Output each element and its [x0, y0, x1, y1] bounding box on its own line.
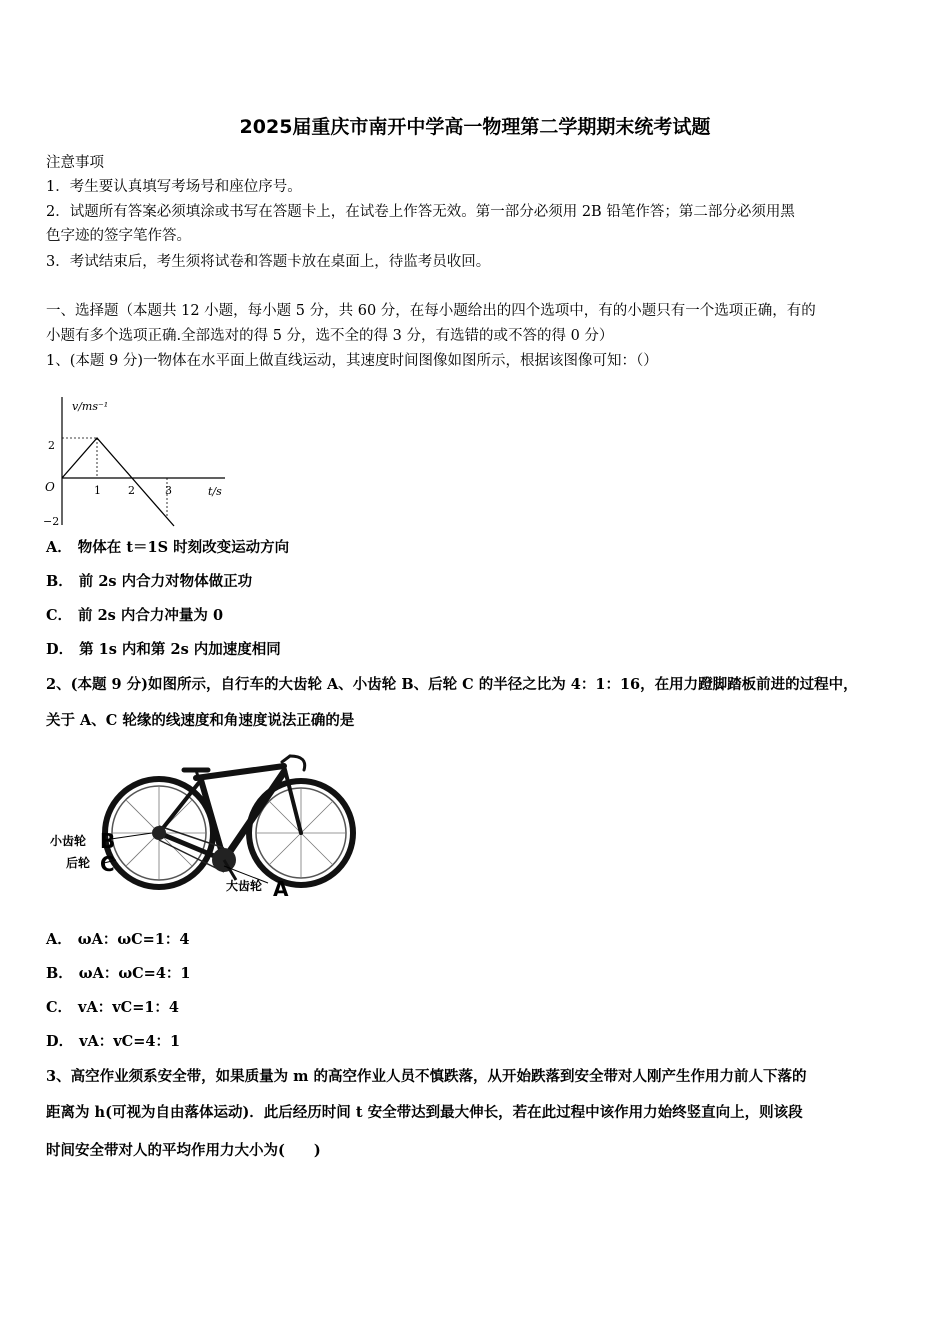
notice-item: 2．试题所有答案必须填涂或书写在答题卡上，在试卷上作答无效。第一部分必须用 2B 铅笔作答；第二部分必须用黑	[46, 204, 795, 220]
question-2-stem: 关于 A、C 轮缘的线速度和角速度说法正确的是	[46, 712, 355, 729]
section-instructions: 小题有多个选项正确.全部选对的得 5 分，选不全的得 3 分，有选错的或不答的得 0 分）	[46, 328, 614, 344]
x-axis-label: t/s	[208, 485, 222, 498]
section-instructions: 一、选择题（本题共 12 小题，每小题 5 分，共 60 分，在每小题给出的四个选项中，有的小题只有一个选项正确，有的	[46, 303, 816, 319]
origin-label: O	[45, 480, 55, 494]
question-2-stem: 2、(本题 9 分)如图所示，自行车的大齿轮 A、小齿轮 B、后轮 C 的半径之比为 4：1：16，在用力蹬脚踏板前进的过程中，	[46, 676, 858, 693]
label-big-gear: 大齿轮	[226, 879, 263, 893]
y-axis-label: v/ms⁻¹	[72, 400, 109, 413]
y-tick-label: 2	[48, 439, 55, 452]
notice-heading: 注意事项	[46, 155, 104, 171]
graph-axes	[62, 397, 225, 525]
q2-option-b[interactable]: B． ωA：ωC=4：1	[46, 965, 191, 982]
q1-option-c[interactable]: C． 前 2s 内合力冲量为 0	[46, 607, 224, 624]
bicycle-frame	[159, 756, 305, 860]
question-1-stem: 1、(本题 9 分)一物体在水平面上做直线运动，其速度时间图像如图所示，根据该图像可知：（）	[46, 353, 658, 369]
q1-option-a[interactable]: A． 物体在 t＝1S 时刻改变运动方向	[46, 539, 290, 556]
bicycle-figure	[46, 748, 366, 900]
x-tick-label: 1	[94, 484, 101, 497]
question-3-stem: 距离为 h(可视为自由落体运动)．此后经历时间 t 安全带达到最大伸长，若在此过程中该作用力始终竖直向上，则该段	[46, 1104, 803, 1121]
notice-item: 色字迹的签字笔作答。	[46, 228, 191, 244]
label-letter-b: B	[100, 829, 116, 853]
q1-option-b[interactable]: B． 前 2s 内合力对物体做正功	[46, 573, 253, 590]
notice-item: 1．考生要认真填写考场号和座位序号。	[46, 179, 302, 195]
page-title: 2025届重庆市南开中学高一物理第二学期期末统考试题	[239, 116, 711, 138]
q2-option-c[interactable]: C． vA：vC=1：4	[46, 999, 180, 1016]
velocity-series-line	[62, 438, 174, 526]
label-rear-wheel: 后轮	[66, 856, 91, 870]
velocity-time-graph	[40, 393, 240, 533]
question-3-stem: 3、高空作业须系安全带，如果质量为 m 的高空作业人员不慎跌落，从开始跌落到安全带对人刚产生作用力前人下落的	[46, 1068, 807, 1085]
question-3-stem: 时间安全带对人的平均作用力大小为( )	[46, 1142, 321, 1159]
x-tick-label: 2	[128, 484, 135, 497]
graph-marks	[62, 438, 174, 526]
notice-item: 3．考试结束后，考生须将试卷和答题卡放在桌面上，待监考员收回。	[46, 254, 491, 270]
q1-option-d[interactable]: D． 第 1s 内和第 2s 内加速度相同	[46, 641, 281, 658]
q2-option-a[interactable]: A． ωA：ωC=1：4	[46, 931, 190, 948]
y-tick-label: −2	[43, 515, 60, 528]
label-letter-c: C	[100, 852, 115, 876]
q2-option-d[interactable]: D． vA：vC=4：1	[46, 1033, 181, 1050]
x-tick-label: 3	[165, 484, 172, 497]
label-small-gear: 小齿轮	[50, 834, 87, 848]
label-letter-a: A	[273, 877, 289, 900]
